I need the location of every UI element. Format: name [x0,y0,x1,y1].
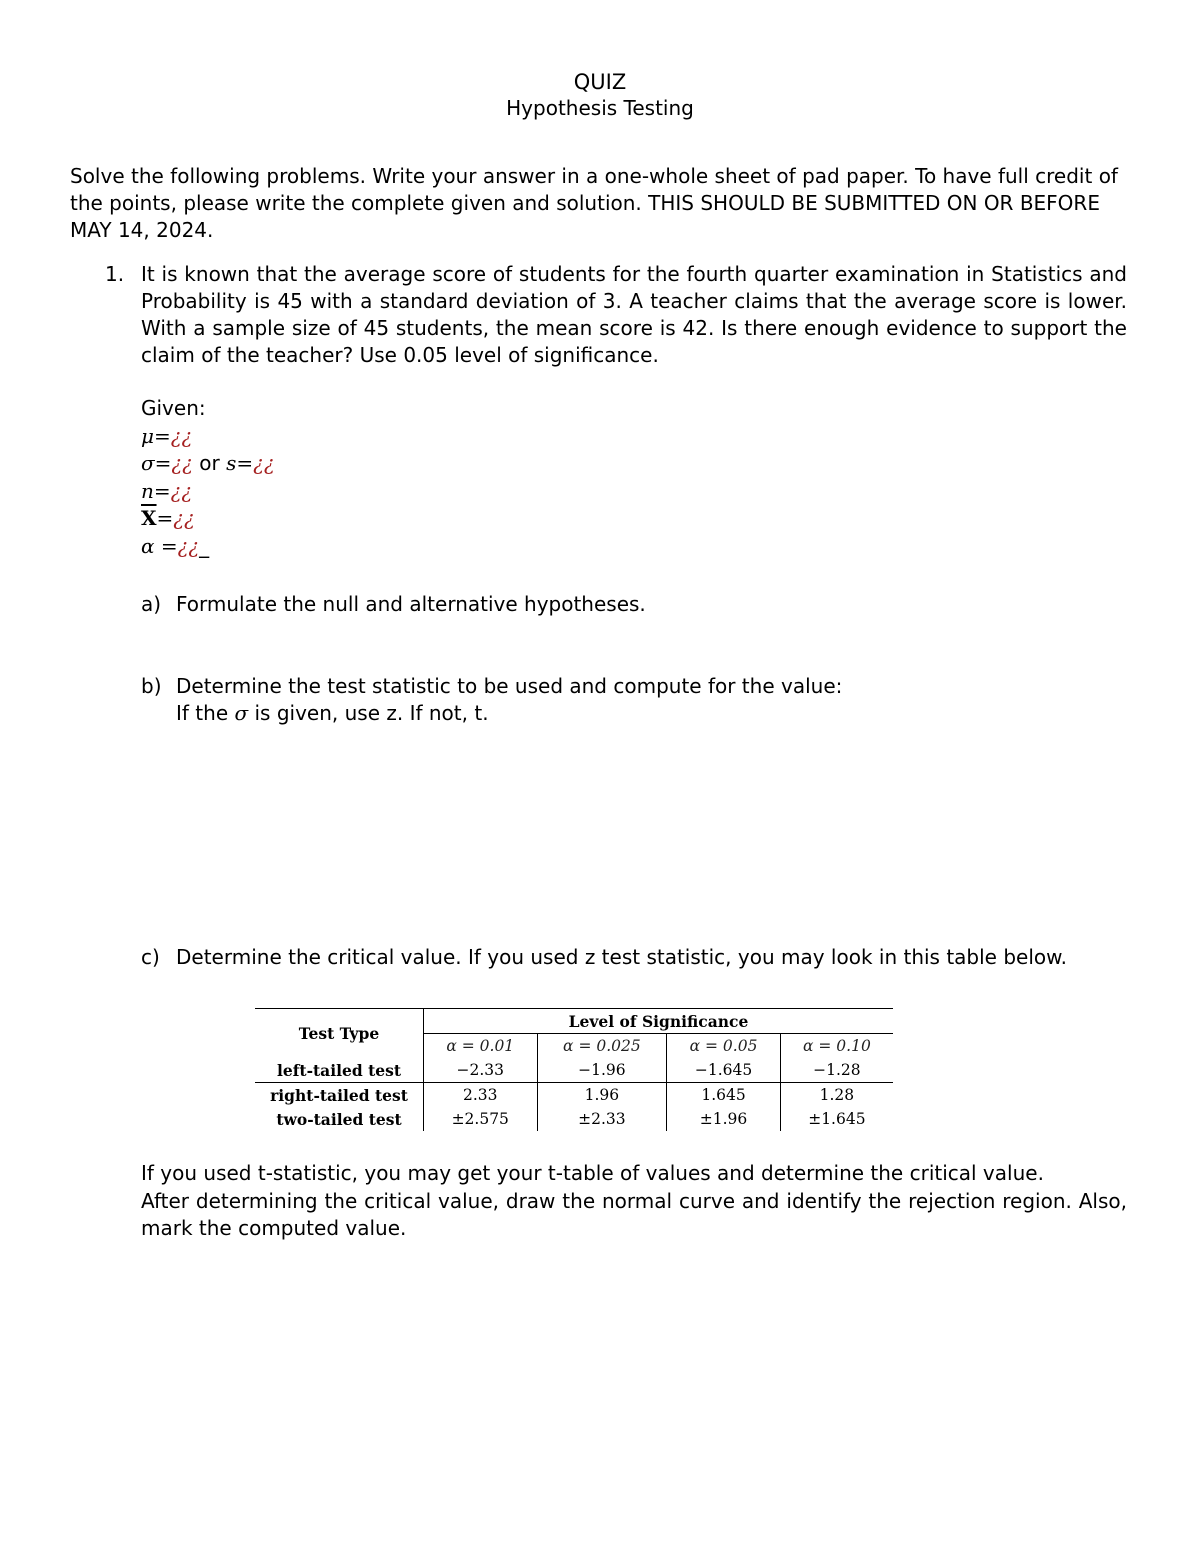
instructions: Solve the following problems. Write your answer in a one-whole sheet of pad paper. To have full credit of the points, please write the complete given and solution. THIS SHOULD BE SUBMITTED ON OR BEFORE MAY 14, 2024. [70,164,1118,242]
table-row [255,1058,893,1083]
given-xbar [141,505,275,533]
page-subtitle: Hypothesis Testing [506,96,694,120]
problem-number: 1. [105,262,125,286]
row-label: right-tailed test [255,1083,424,1108]
test-type-header: Test Type [255,1009,424,1059]
given-mu [141,423,275,451]
given-sigma [141,450,275,478]
given-alpha [141,533,275,561]
table-cell: −1.28 [780,1058,893,1083]
n-symbol: n= [141,478,171,503]
table-cell: ±1.645 [780,1107,893,1131]
table-cell: 1.28 [780,1083,893,1108]
sigma-symbol: σ= [141,451,172,475]
s-placeholder: ¿¿ [253,451,275,475]
t-statistic-note: If you used t-statistic, you may get your t-table of values and determine the critical value. [141,1161,1044,1185]
problem-text: It is known that the average score of students for the fourth quarter examination in Statistics and Probability is 45 with a standard deviation of 3. A teacher claims that the average score is lower. With a sample size of 45 students, the mean score is 42. Is there enough evidence to support the claim of the teacher? Use 0.05 level of significance. [141,262,1127,367]
xbar-symbol: $\overline{X}$ [141,506,157,530]
xbar-eq: = [156,506,174,530]
row-label: two-tailed test [276,1109,402,1129]
table-cell: 1.645 [667,1083,781,1108]
mu-placeholder: ¿¿ [170,423,193,448]
sigma-placeholder: ¿¿ [171,451,193,475]
or-text: or [199,451,220,475]
alpha-col: α = 0.05 [667,1034,781,1059]
alpha-col: α = 0.025 [537,1034,667,1059]
table-cell: 2.33 [424,1083,538,1108]
page-title: QUIZ [573,70,627,94]
part-b [141,673,842,727]
normal-curve-note: After determining the critical value, draw the normal curve and identify the rejection region. Also, mark the computed value. [141,1188,1127,1240]
table-row [255,1083,893,1108]
given-label: Given: [141,396,206,420]
table-cell: ±2.33 [537,1107,667,1131]
critical-values-table [255,1008,893,1131]
table-cell: −1.645 [667,1058,781,1083]
part-b-line2 [176,700,842,727]
part-a [141,591,646,618]
alpha-col: α = 0.10 [780,1034,893,1059]
table-cell: ±1.96 [667,1107,781,1131]
alpha-placeholder: ¿¿ [177,533,200,558]
part-b-line2-pre: If the [176,701,229,725]
part-b-letter: b) [141,674,162,698]
given-block [141,395,275,560]
part-a-text: Formulate the null and alternative hypotheses. [176,592,646,616]
xbar-placeholder: ¿¿ [173,506,195,530]
alpha-symbol: α = [141,533,178,558]
given-n [141,478,275,506]
s-symbol: s= [226,451,254,475]
part-b-line1: Determine the test statistic to be used and compute for the value: [176,674,843,698]
alpha-col: α = 0.01 [424,1034,538,1059]
n-placeholder: ¿¿ [170,478,193,503]
part-b-line2-post: is given, use z. If not, t. [254,701,489,725]
table-cell: 1.96 [537,1083,667,1108]
part-c [141,944,1126,971]
alpha-underscore: _ [199,533,210,558]
table-cell: ±2.575 [424,1107,538,1131]
table-cell: −2.33 [424,1058,538,1083]
after-table-text [141,1160,1127,1243]
sigma-inline: σ [234,701,249,725]
table-header-row [255,1009,893,1034]
problem-1 [105,261,1127,369]
part-c-text: Determine the critical value. If you used z test statistic, you may look in this table below. [176,945,1068,969]
table-row [255,1107,893,1131]
table-cell: −1.96 [537,1058,667,1083]
row-label: left-tailed test [277,1060,401,1080]
mu-symbol: μ= [141,423,171,448]
part-a-letter: a) [141,592,162,616]
part-c-letter: c) [141,945,160,969]
level-header: Level of Significance [424,1009,894,1034]
